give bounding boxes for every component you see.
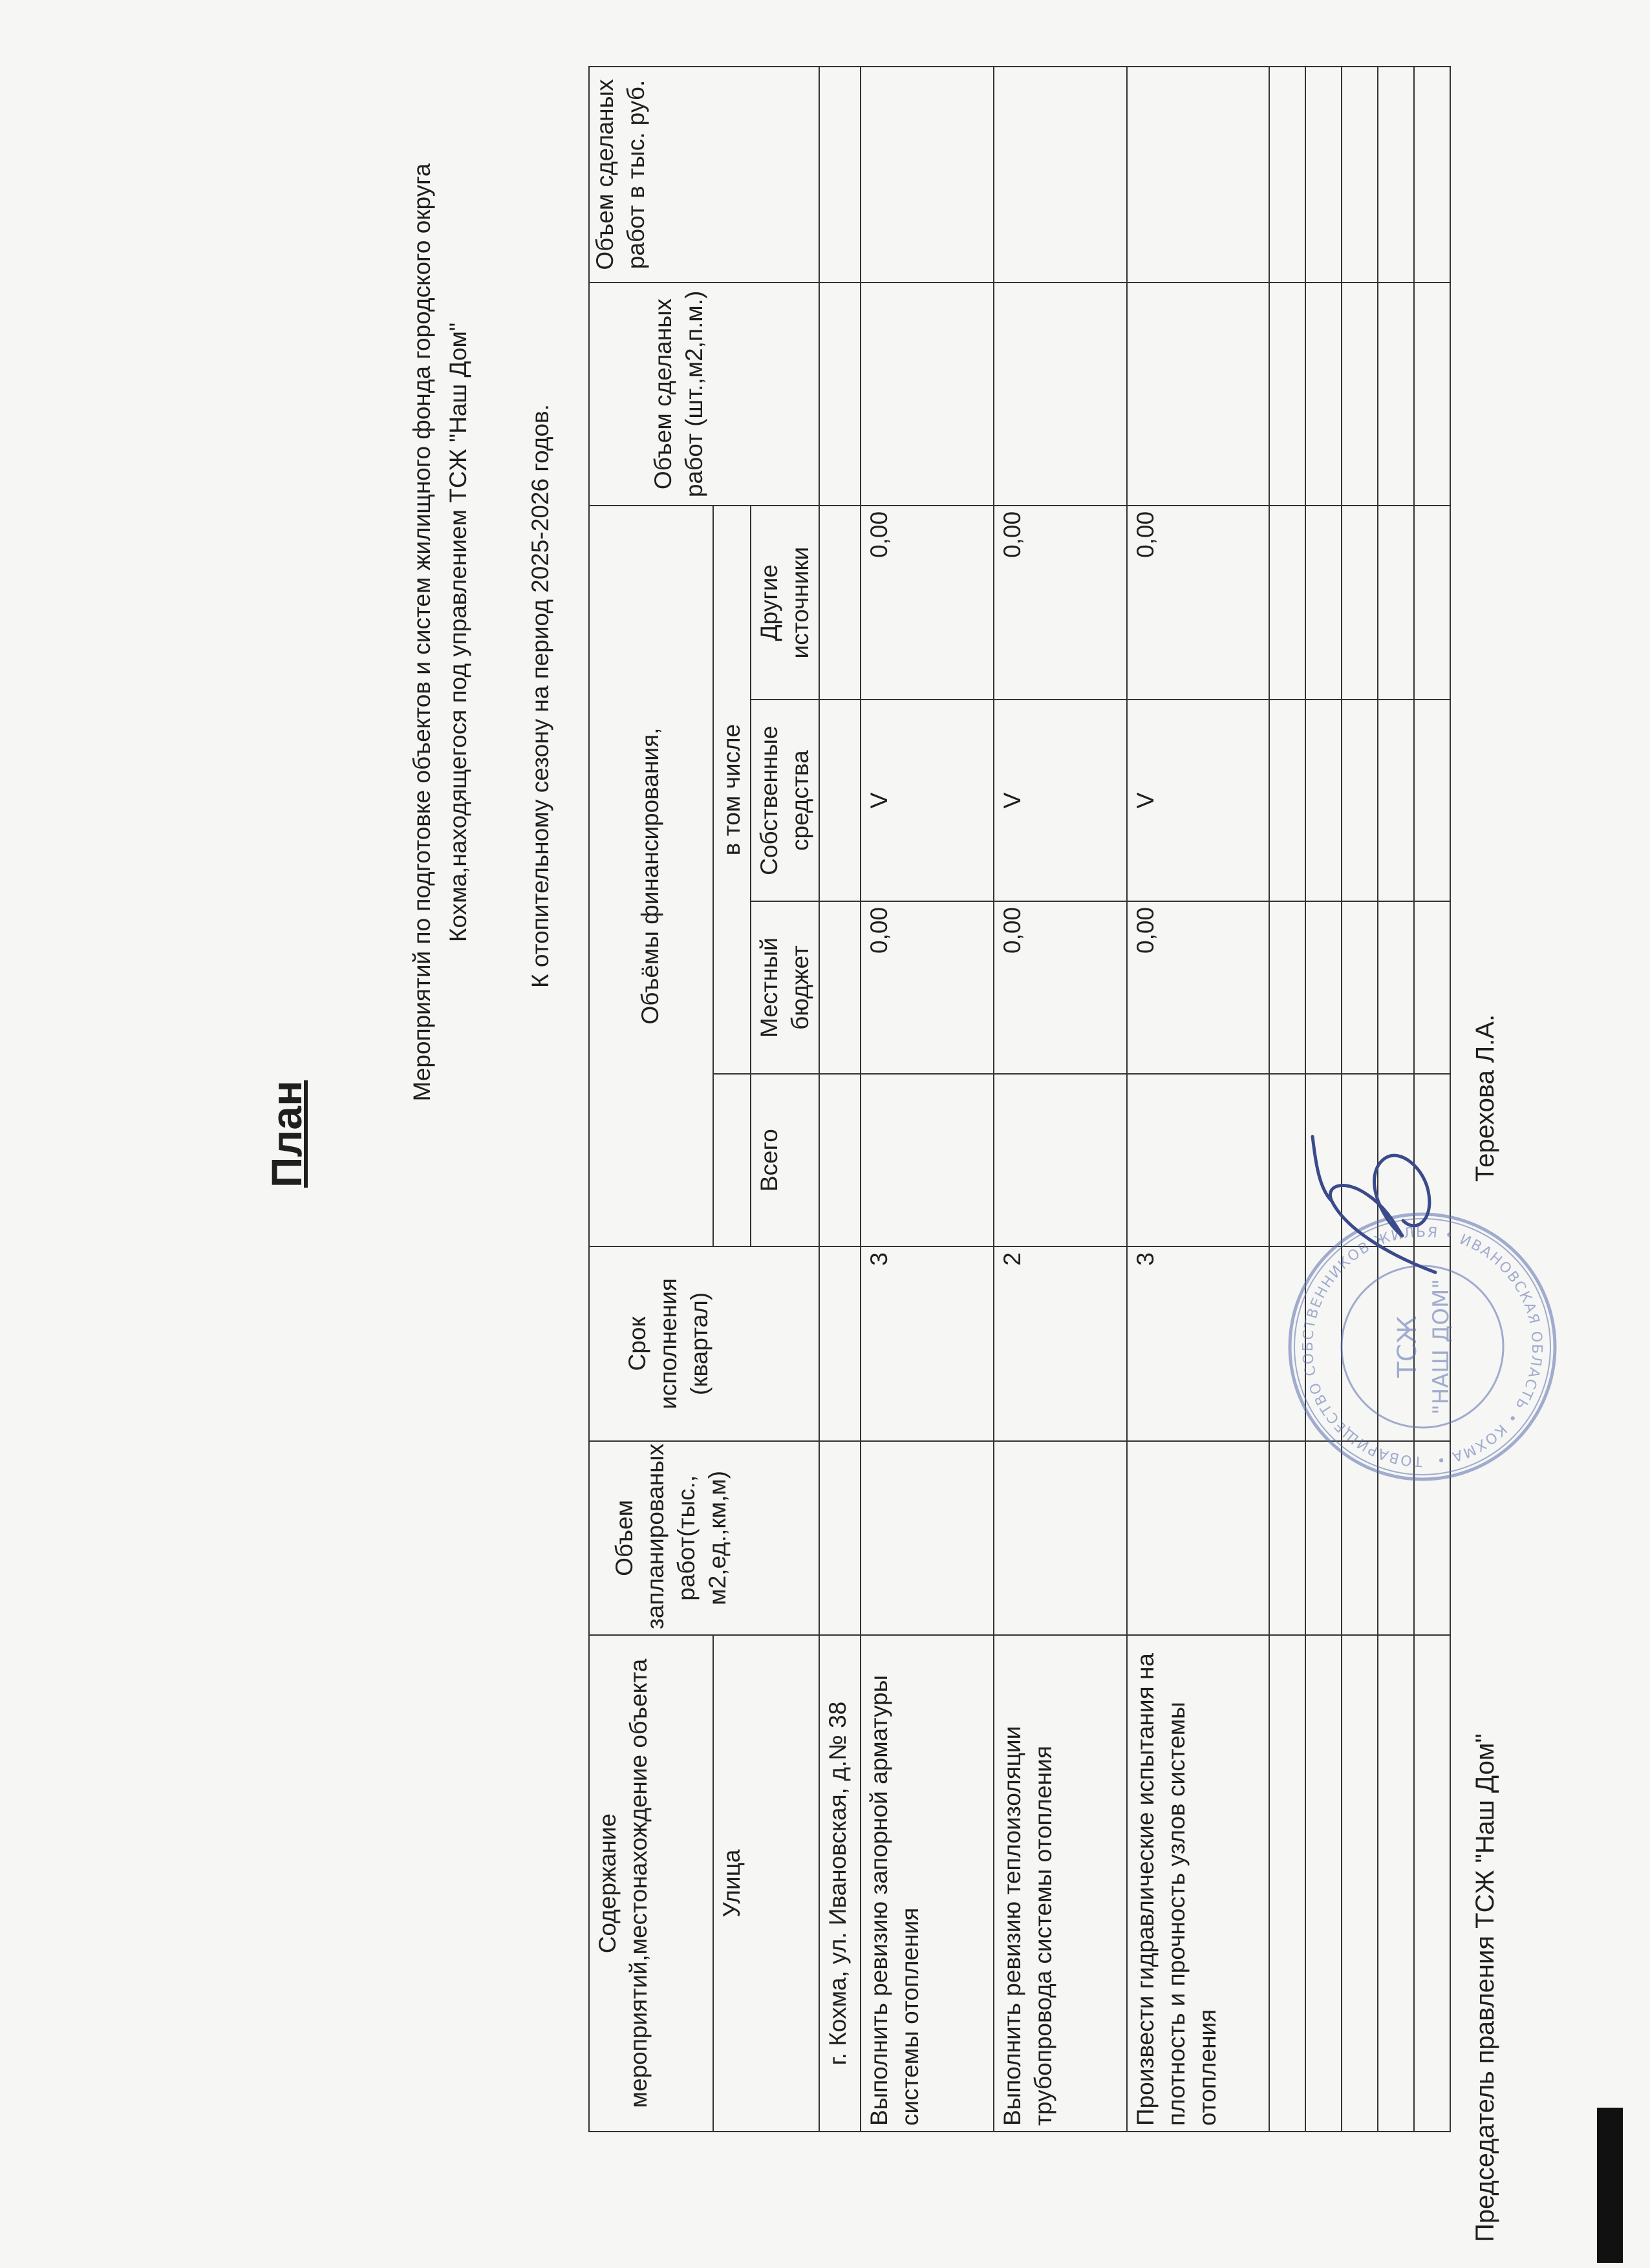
empty-cell [1127,283,1269,506]
empty-cell [994,67,1127,283]
stamp-center-line-1: ТСЖ [1393,1316,1422,1378]
empty-row [1414,67,1450,2132]
empty-cell [861,1074,994,1246]
header-row-1 [589,67,713,2132]
header-planned-volume: Объем запланированых работ(тыс., м2,ед.,км,м) [589,1441,819,1635]
row-other-sources: 0,00 [994,506,1127,700]
empty-row [1305,67,1342,2132]
row-own-funds: V [994,700,1127,901]
empty-cell [1127,1441,1269,1635]
header-financing: Объёмы финансирования, [589,506,713,1246]
empty-cell [994,1441,1127,1635]
header-local-budget: Местный бюджет [751,901,819,1074]
stamp-center-line-2: "НАШ ДОМ" [1428,1279,1454,1415]
plan-table [588,66,1451,2132]
empty-cell [994,1074,1127,1246]
header-done-volume: Объем сделаных работ (шт.,м2,п.м.) [589,283,819,506]
header-term: Срок исполнения (квартал) [589,1246,819,1440]
table-row [861,67,994,2132]
empty-cell [819,283,861,506]
header-total: Всего [751,1074,819,1246]
header-street: Улица [713,1635,819,2132]
handwritten-signature [1306,1117,1461,1298]
scan-black-bar [1597,2108,1623,2263]
empty-cell [819,1441,861,1635]
empty-cell [1127,1074,1269,1246]
header-content: Содержание мероприятий,местонахождение объекта [589,1635,713,2132]
table-row [1127,67,1269,2132]
row-own-funds: V [1127,700,1269,901]
signer-name: Терехова Л.А. [1471,1014,1499,1182]
document-title: План [262,1080,310,1188]
empty-cell [819,901,861,1074]
row-other-sources: 0,00 [1127,506,1269,700]
row-term: 3 [861,1246,994,1440]
empty-cell [994,283,1127,506]
header-own-funds: Собственные средства [751,700,819,901]
empty-cell [819,1246,861,1440]
row-content: Выполнить ревизию запорной арматуры системы отопления [861,1635,994,2132]
header-other-sources: Другие источники [751,506,819,700]
row-term: 2 [994,1246,1127,1440]
empty-cell [1127,67,1269,283]
empty-cell [861,1441,994,1635]
empty-cell [819,1074,861,1246]
row-own-funds: V [861,700,994,901]
empty-cell [861,283,994,506]
empty-row [1342,67,1378,2132]
empty-cell [819,700,861,901]
chairman-label: Председатель правления ТСЖ "Наш Дом" [1471,1733,1499,2242]
header-empty-sub [713,1074,751,1246]
row-local-budget: 0,00 [861,901,994,1074]
header-done-cost: Объем сделаных работ в тыс. руб. [589,67,819,283]
row-term: 3 [1127,1246,1269,1440]
row-other-sources: 0,00 [861,506,994,700]
stamp-outer-text: ТОВАРИЩЕСТВО СОБСТВЕННИКОВ ЖИЛЬЯ • ИВАНОВСКАЯ ОБЛАСТЬ • КОХМА • [1300,1224,1545,1470]
address-row [819,67,861,2132]
row-content: Выполнить ревизию теплоизоляции трубопровода системы отопления [994,1635,1127,2132]
document-subtitle: Мероприятий по подготовке объектов и систем жилищного фонда городского округа Кохма,находящегося под управлением ТСЖ "Наш Дом" [409,163,471,1102]
row-local-budget: 0,00 [1127,901,1269,1074]
empty-cell [861,67,994,283]
address-cell: г. Кохма, ул. Ивановская, д.№ 38 [819,1635,861,2132]
row-local-budget: 0,00 [994,901,1127,1074]
row-content: Произвести гидравлические испытания на плотность и прочность узлов системы отопления [1127,1635,1269,2132]
empty-cell [819,506,861,700]
empty-row [1378,67,1414,2132]
empty-cell [819,67,861,283]
empty-row [1269,67,1305,2132]
header-including: в том числе [713,506,751,1074]
table-row [994,67,1127,2132]
season-line: К отопительному сезону на период 2025-2026 годов. [527,404,553,988]
